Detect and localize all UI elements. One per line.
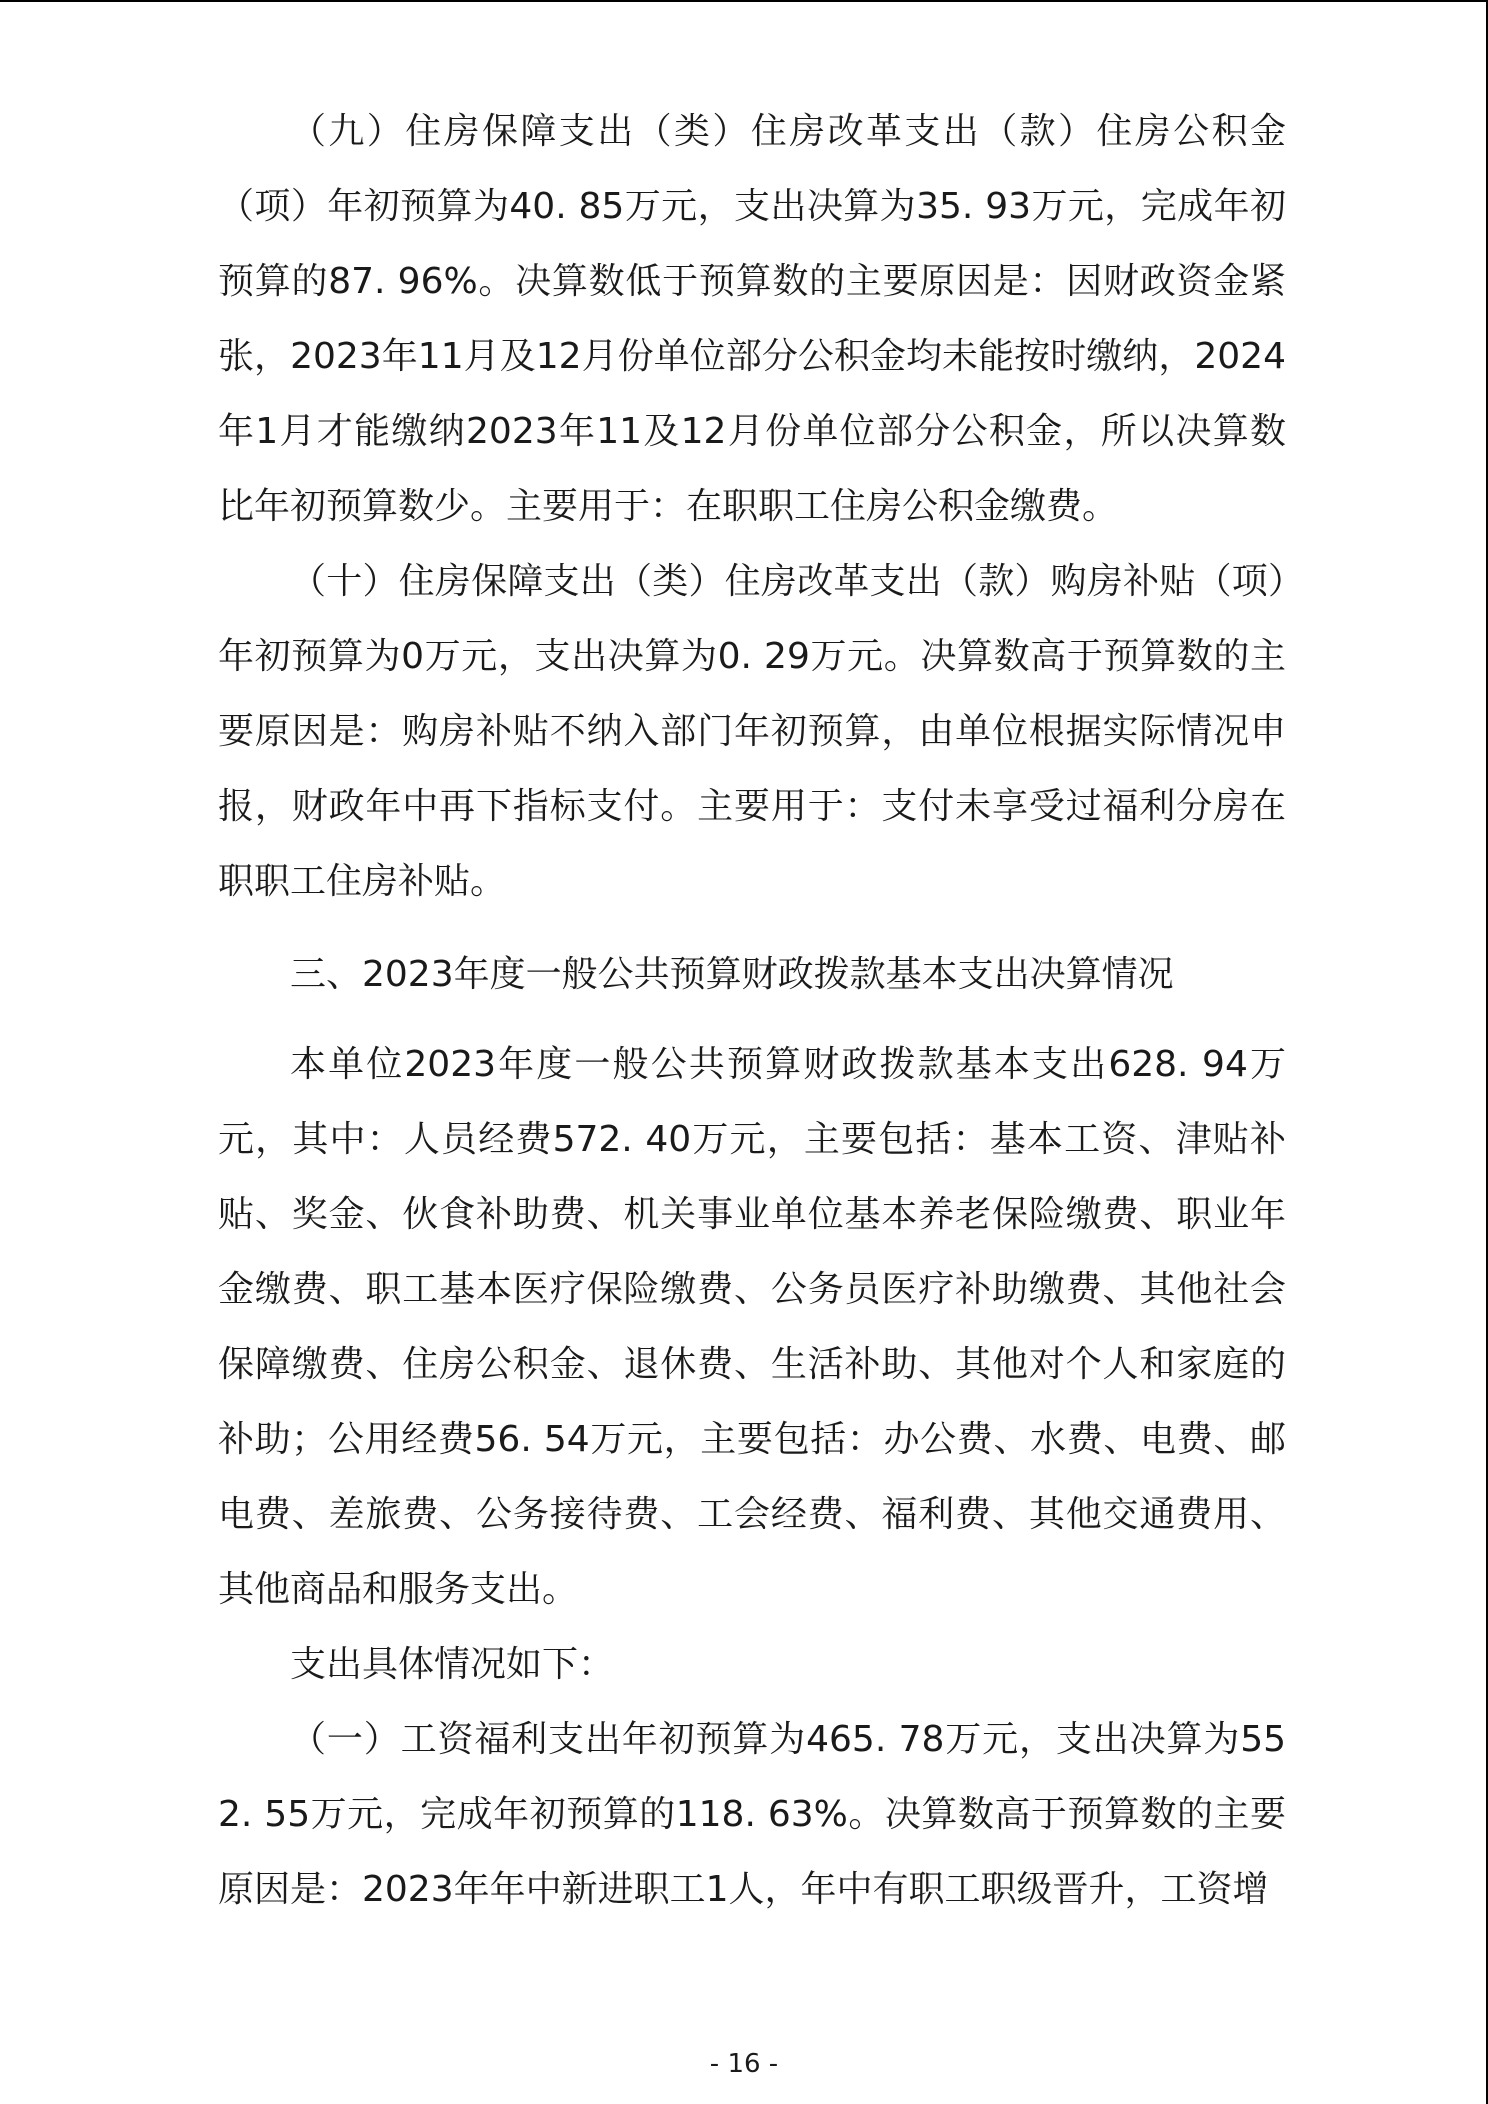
page-content: [218, 94, 1286, 1927]
paragraph-housing-fund: （九）住房保障支出（类）住房改革支出（款）住房公积金（项）年初预算为40. 85万元，支出决算为35. 93万元，完成年初预算的87. 96%。决算数低于预算数的主要原因是：因财政资金紧张，2023年11月及12月份单位部分公积金均未能按时缴纳，2024年1月才能缴纳2023年11及12月份单位部分公积金，所以决算数比年初预算数少。主要用于：在职职工住房公积金缴费。: [218, 111, 1286, 527]
page-number: - 16 -: [709, 2049, 779, 2079]
paragraph-details-intro: 支出具体情况如下：: [290, 1644, 615, 1685]
paragraph-housing-subsidy: （十）住房保障支出（类）住房改革支出（款）购房补贴（项）年初预算为0万元，支出决算为0. 29万元。决算数高于预算数的主要原因是：购房补贴不纳入部门年初预算，由单位根据实际情况申报，财政年中再下指标支付。主要用于：支付未享受过福利分房在职职工住房补贴。: [218, 561, 1286, 902]
section-heading: 三、2023年度一般公共预算财政拨款基本支出决算情况: [290, 954, 1174, 995]
paragraph-basic-expenditure: 本单位2023年度一般公共预算财政拨款基本支出628. 94万元，其中：人员经费572. 40万元，主要包括：基本工资、津贴补贴、奖金、伙食补助费、机关事业单位基本养老保险缴费、职业年金缴费、职工基本医疗保险缴费、公务员医疗补助缴费、其他社会保障缴费、住房公积金、退休费、生活补助、其他对个人和家庭的补助；公用经费56. 54万元，主要包括：办公费、水费、电费、邮电费、差旅费、公务接待费、工会经费、福利费、其他交通费用、其他商品和服务支出。: [218, 1044, 1286, 1610]
paragraph-salary-welfare: （一）工资福利支出年初预算为465. 78万元，支出决算为552. 55万元，完成年初预算的118. 63%。决算数高于预算数的主要原因是：2023年年中新进职工1人，年中有职工职级晋升，工资增: [218, 1719, 1286, 1910]
